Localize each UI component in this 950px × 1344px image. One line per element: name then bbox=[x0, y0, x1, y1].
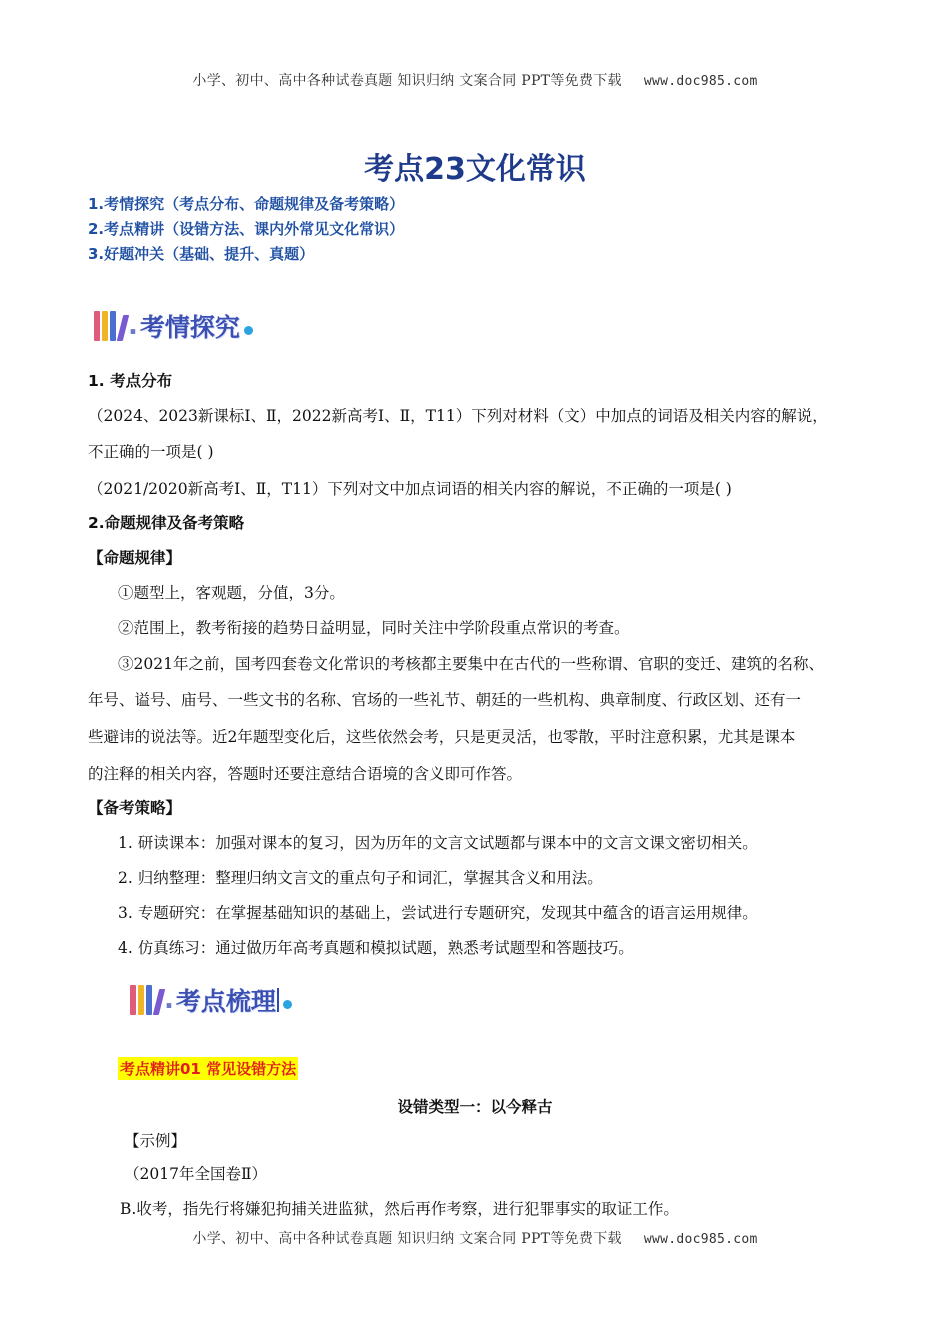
strategy-item-4: 4. 仿真练习：通过做历年高考真题和模拟试题，熟悉考试题型和答题技巧。 bbox=[118, 939, 634, 957]
footer-text: 小学、初中、高中各种试卷真题 知识归纳 文案合同 PPT等免费下载 bbox=[192, 1231, 622, 1247]
page-header bbox=[0, 70, 950, 90]
example-source: （2017年全国卷Ⅱ） bbox=[124, 1165, 267, 1183]
section-1-heading: 1. 考点分布 bbox=[88, 372, 173, 390]
section-1-line-1: （2024、2023新课标Ⅰ、Ⅱ，2022新高考Ⅰ、Ⅱ，T11）下列对材料（文）中加点的词语及相关内容的解说， bbox=[88, 407, 828, 425]
header-url[interactable]: www.doc985.com bbox=[643, 74, 758, 89]
text-cursor bbox=[277, 988, 279, 1012]
books-icon bbox=[94, 311, 126, 341]
section-banner-2: . 考点梳理 bbox=[130, 982, 292, 1018]
strategy-item-3: 3. 专题研究：在掌握基础知识的基础上，尝试进行专题研究，发现其中蕴含的语言运用规律。 bbox=[118, 904, 758, 922]
section-1-line-2: 不正确的一项是( ) bbox=[88, 443, 214, 461]
rule-item-3-cont-2: 些避讳的说法等。近2年题型变化后，这些依然会考，只是更灵活，也零散，平时注意积累，尤其是课本 bbox=[88, 728, 796, 746]
banner-1-text: 考情探究 bbox=[139, 313, 240, 342]
example-option-b: B.收考，指先行将嫌犯拘捕关进监狱，然后再作考察，进行犯罪事实的取证工作。 bbox=[120, 1200, 679, 1218]
toc-item-1: 1.考情探究（考点分布、命题规律及备考策略） bbox=[88, 195, 405, 213]
rule-item-2: ②范围上，教考衔接的趋势日益明显，同时关注中学阶段重点常识的考查。 bbox=[118, 619, 630, 637]
rule-label: 【命题规律】 bbox=[88, 549, 182, 567]
rule-item-3: ③2021年之前，国考四套卷文化常识的考核都主要集中在古代的一些称谓、官职的变迁、建筑的名称、 bbox=[118, 655, 824, 673]
toc-item-2: 2.考点精讲（设错方法、课内外常见文化常识） bbox=[88, 220, 405, 238]
section-banner-1: . 考情探究 bbox=[94, 308, 253, 344]
rule-item-1: ①题型上，客观题，分值，3分。 bbox=[118, 584, 345, 602]
example-label: 【示例】 bbox=[124, 1132, 187, 1150]
dot-icon bbox=[283, 1000, 292, 1009]
highlighted-heading: 考点精讲01 常见设错方法 bbox=[118, 1057, 298, 1080]
rule-item-3-cont-1: 年号、谥号、庙号、一些文书的名称、官场的一些礼节、朝廷的一些机构、典章制度、行政区划、还有一 bbox=[88, 691, 802, 709]
page-title: 考点23文化常识 bbox=[364, 152, 586, 187]
page-footer bbox=[0, 1228, 950, 1248]
dot-icon bbox=[244, 326, 253, 335]
strategy-item-1: 1. 研读课本：加强对课本的复习，因为历年的文言文试题都与课本中的文言文课文密切相关。 bbox=[118, 834, 758, 852]
strategy-item-2: 2. 归纳整理：整理归纳文言文的重点句子和词汇，掌握其含义和用法。 bbox=[118, 869, 603, 887]
section-1-line-3: （2021/2020新高考Ⅰ、Ⅱ，T11）下列对文中加点词语的相关内容的解说，不正确的一项是( ) bbox=[88, 480, 732, 498]
section-2-heading: 2.命题规律及备考策略 bbox=[88, 514, 245, 532]
books-icon bbox=[130, 985, 162, 1015]
banner-2-text: 考点梳理 bbox=[175, 987, 276, 1016]
footer-url[interactable]: www.doc985.com bbox=[643, 1232, 758, 1247]
error-type-heading: 设错类型一：以今释古 bbox=[397, 1098, 553, 1116]
toc-item-3: 3.好题冲关（基础、提升、真题） bbox=[88, 245, 315, 263]
strategy-label: 【备考策略】 bbox=[88, 799, 182, 817]
header-text: 小学、初中、高中各种试卷真题 知识归纳 文案合同 PPT等免费下载 bbox=[192, 73, 622, 89]
rule-item-3-cont-3: 的注释的相关内容，答题时还要注意结合语境的含义即可作答。 bbox=[88, 765, 523, 783]
